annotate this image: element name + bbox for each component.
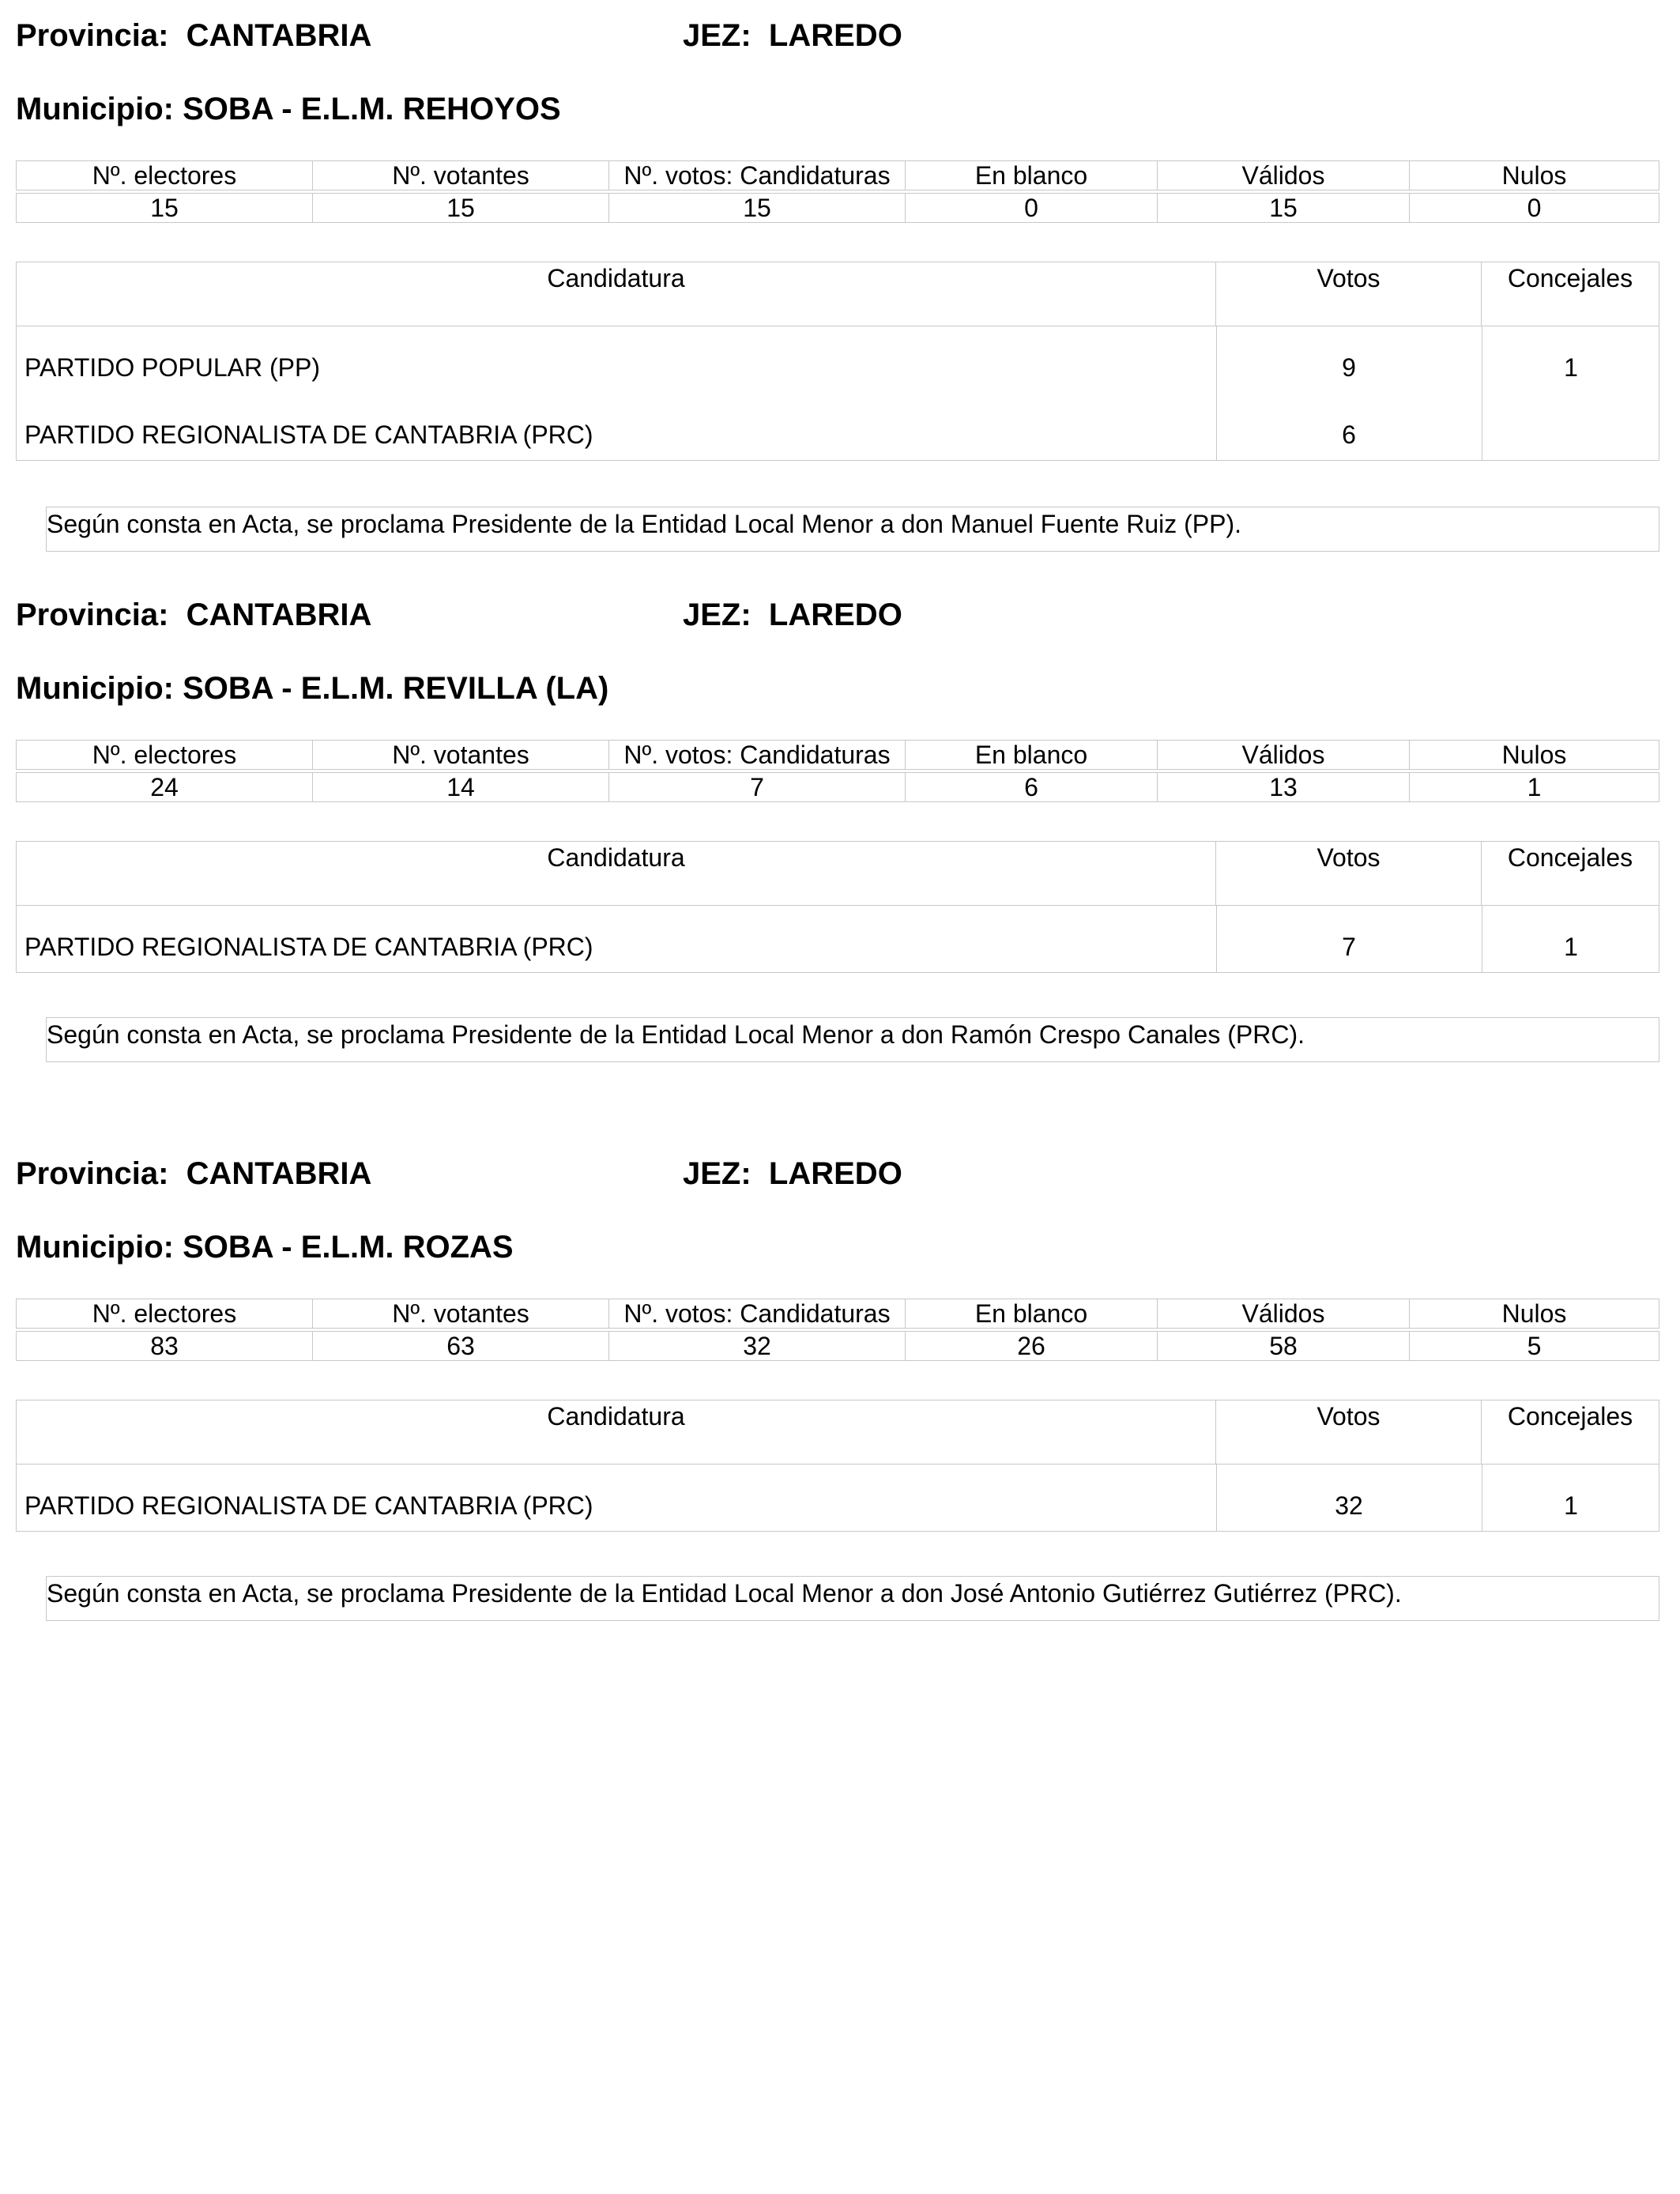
cand-body xyxy=(16,906,1659,973)
row-candidatura: PARTIDO POPULAR (PP) xyxy=(24,353,320,382)
stats-header-candidaturas: Nº. votos: Candidaturas xyxy=(608,740,906,770)
stats-header-candidaturas: Nº. votos: Candidaturas xyxy=(608,160,906,190)
stats-header-validos: Válidos xyxy=(1157,1299,1410,1329)
stats-header-electores: Nº. electores xyxy=(16,740,313,770)
stats-value-validos: 13 xyxy=(1157,772,1410,802)
table-row xyxy=(17,1490,1660,1521)
stats-header-nulos: Nulos xyxy=(1409,1299,1659,1329)
row-votos: 9 xyxy=(1342,353,1356,382)
stats-value-votantes: 14 xyxy=(312,772,609,802)
stats-value-blanco: 0 xyxy=(905,193,1158,223)
row-votos: 6 xyxy=(1342,420,1356,449)
row-concejales: 1 xyxy=(1564,353,1578,382)
stats-header-blanco: En blanco xyxy=(905,740,1158,770)
stats-table xyxy=(16,740,1659,802)
municipio-header: Municipio: SOBA - E.L.M. REHOYOS xyxy=(16,92,561,126)
table-row xyxy=(17,931,1660,963)
stats-value-electores: 24 xyxy=(16,772,313,802)
stats-header-nulos: Nulos xyxy=(1409,160,1659,190)
cand-header-candidatura: Candidatura xyxy=(16,841,1216,906)
cand-header-concejales: Concejales xyxy=(1481,841,1659,906)
stats-header-nulos: Nulos xyxy=(1409,740,1659,770)
stats-value-nulos: 5 xyxy=(1409,1331,1659,1361)
stats-value-candidaturas: 7 xyxy=(608,772,906,802)
cand-header-votos: Votos xyxy=(1215,1400,1482,1465)
stats-value-candidaturas: 15 xyxy=(608,193,906,223)
stats-value-blanco: 26 xyxy=(905,1331,1158,1361)
stats-header-validos: Válidos xyxy=(1157,740,1410,770)
election-section-rehoyos xyxy=(0,0,1680,538)
row-concejales: 1 xyxy=(1564,1491,1578,1520)
stats-table xyxy=(16,160,1659,223)
proclamation-text: Según consta en Acta, se proclama Presidente de la Entidad Local Menor a don José Antonio Gutiérrez Gutiérrez (PRC). xyxy=(47,1579,1402,1608)
proclamation-note xyxy=(46,1017,1659,1062)
jez-header: JEZ: LAREDO xyxy=(683,18,902,53)
proclamation-note xyxy=(46,1576,1659,1621)
cand-body xyxy=(16,326,1659,461)
row-candidatura: PARTIDO REGIONALISTA DE CANTABRIA (PRC) xyxy=(24,933,593,961)
jez-header: JEZ: LAREDO xyxy=(683,598,902,632)
cand-header-votos: Votos xyxy=(1215,262,1482,326)
row-candidatura: PARTIDO REGIONALISTA DE CANTABRIA (PRC) xyxy=(24,420,593,449)
provincia-header: Provincia: CANTABRIA xyxy=(16,18,372,53)
cand-body xyxy=(16,1465,1659,1532)
municipio-header: Municipio: SOBA - E.L.M. ROZAS xyxy=(16,1230,514,1265)
proclamation-note xyxy=(46,507,1659,552)
row-votos: 7 xyxy=(1342,933,1356,961)
cand-header-candidatura: Candidatura xyxy=(16,1400,1216,1465)
proclamation-text: Según consta en Acta, se proclama Presidente de la Entidad Local Menor a don Ramón Crespo Canales (PRC). xyxy=(47,1020,1305,1049)
stats-value-validos: 58 xyxy=(1157,1331,1410,1361)
stats-value-electores: 15 xyxy=(16,193,313,223)
election-section-rozas xyxy=(0,1138,1680,1660)
jez-header: JEZ: LAREDO xyxy=(683,1156,902,1191)
cand-header-candidatura: Candidatura xyxy=(16,262,1216,326)
stats-value-nulos: 1 xyxy=(1409,772,1659,802)
cand-header-concejales: Concejales xyxy=(1481,262,1659,326)
stats-header-votantes: Nº. votantes xyxy=(312,1299,609,1329)
stats-header-blanco: En blanco xyxy=(905,160,1158,190)
stats-table xyxy=(16,1299,1659,1361)
election-section-revilla xyxy=(0,579,1680,1101)
row-candidatura: PARTIDO REGIONALISTA DE CANTABRIA (PRC) xyxy=(24,1491,593,1520)
stats-header-validos: Válidos xyxy=(1157,160,1410,190)
stats-header-candidaturas: Nº. votos: Candidaturas xyxy=(608,1299,906,1329)
row-concejales: 1 xyxy=(1564,933,1578,961)
table-row xyxy=(17,419,1660,450)
provincia-header: Provincia: CANTABRIA xyxy=(16,1156,372,1191)
proclamation-text: Según consta en Acta, se proclama Presidente de la Entidad Local Menor a don Manuel Fuente Ruiz (PP). xyxy=(47,510,1241,538)
stats-header-blanco: En blanco xyxy=(905,1299,1158,1329)
row-votos: 32 xyxy=(1335,1491,1363,1520)
stats-value-electores: 83 xyxy=(16,1331,313,1361)
stats-header-electores: Nº. electores xyxy=(16,160,313,190)
municipio-header: Municipio: SOBA - E.L.M. REVILLA (LA) xyxy=(16,671,609,706)
provincia-header: Provincia: CANTABRIA xyxy=(16,598,372,632)
stats-value-votantes: 63 xyxy=(312,1331,609,1361)
stats-value-votantes: 15 xyxy=(312,193,609,223)
stats-value-nulos: 0 xyxy=(1409,193,1659,223)
stats-header-votantes: Nº. votantes xyxy=(312,160,609,190)
table-row xyxy=(17,352,1660,383)
cand-header-votos: Votos xyxy=(1215,841,1482,906)
stats-value-candidaturas: 32 xyxy=(608,1331,906,1361)
stats-header-electores: Nº. electores xyxy=(16,1299,313,1329)
stats-header-votantes: Nº. votantes xyxy=(312,740,609,770)
stats-value-validos: 15 xyxy=(1157,193,1410,223)
cand-header-concejales: Concejales xyxy=(1481,1400,1659,1465)
stats-value-blanco: 6 xyxy=(905,772,1158,802)
